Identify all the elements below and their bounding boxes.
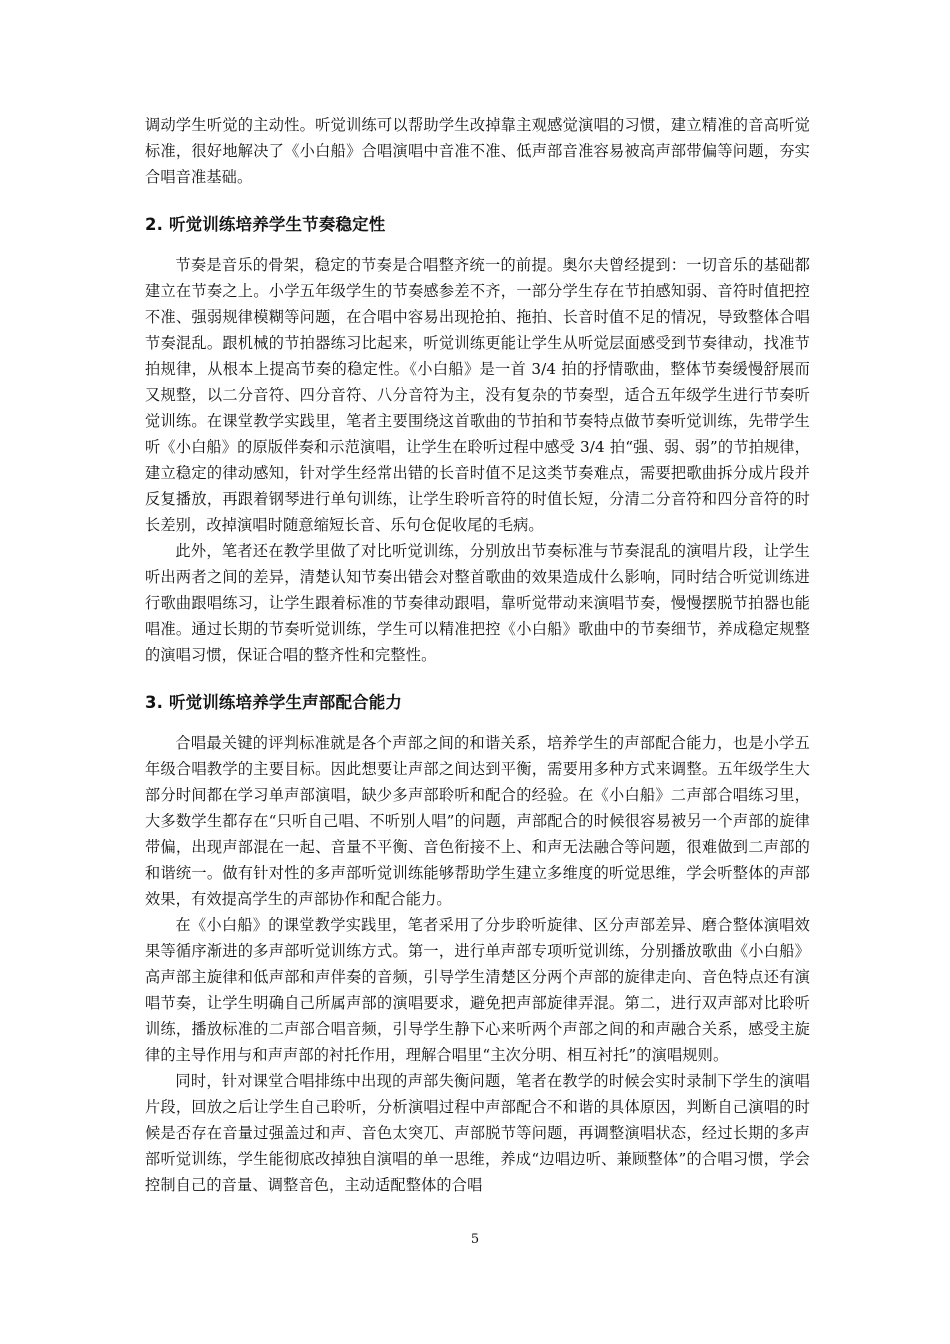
section-3-heading: 3. 听觉训练培养学生声部配合能力 bbox=[145, 693, 403, 712]
section-3-paragraph-3: 同时，针对课堂合唱排练中出现的声部失衡问题，笔者在教学的时候会实时录制下学生的演唱片段，回放之后让学生自己聆听，分析演唱过程中声部配合不和谐的具体原因，判断自己演唱的时候是否存在音量过强盖过和声、音色太突兀、声部脱节等问题，再调整演唱状态，经过长期的多声部听觉训练，学生能彻底改掉独自演唱的单一思维，养成“边唱边听、兼顾整体”的合唱习惯，学会控制自己的音量、调整音色，主动适配整体的合唱 bbox=[145, 1072, 810, 1194]
section-2-paragraph-2: 此外，笔者还在教学里做了对比听觉训练，分别放出节奏标准与节奏混乱的演唱片段，让学生听出两者之间的差异，清楚认知节奏出错会对整首歌曲的效果造成什么影响，同时结合听觉训练进行歌曲跟唱练习，让学生跟着标准的节奏律动跟唱，靠听觉带动来演唱节奏，慢慢摆脱节拍器也能唱准。通过长期的节奏听觉训练，学生可以精准把控《小白船》歌曲中的节奏细节，养成稳定规整的演唱习惯，保证合唱的整齐性和完整性。 bbox=[145, 542, 810, 664]
section-3-paragraph-2: 在《小白船》的课堂教学实践里，笔者采用了分步聆听旋律、区分声部差异、磨合整体演唱效果等循序渐进的多声部听觉训练方式。第一，进行单声部专项听觉训练，分别播放歌曲《小白船》高声部主旋律和低声部和声伴奏的音频，引导学生清楚区分两个声部的旋律走向、音色特点还有演唱节奏，让学生明确自己所属声部的演唱要求，避免把声部旋律弄混。第二，进行双声部对比聆听训练，播放标准的二声部合唱音频，引导学生静下心来听两个声部之间的和声融合关系，感受主旋律的主导作用与和声声部的衬托作用，理解合唱里“主次分明、相互衬托”的演唱规则。 bbox=[145, 916, 810, 1064]
page-number: 5 bbox=[470, 1232, 480, 1247]
section-2-paragraph-1: 节奏是音乐的骨架，稳定的节奏是合唱整齐统一的前提。奥尔夫曾经提到：一切音乐的基础都建立在节奏之上。小学五年级学生的节奏感参差不齐，一部分学生存在节拍感知弱、音符时值把控不准、强弱规律模糊等问题，在合唱中容易出现抢拍、拖拍、长音时值不足的情况，导致整体合唱节奏混乱。跟机械的节拍器练习比起来，听觉训练更能让学生从听觉层面感受到节奏律动，找准节拍规律，从根本上提高节奏的稳定性。《小白船》是一首 3/4 拍的抒情歌曲，整体节奏缓慢舒展而又规整，以二分音符、四分音符、八分音符为主，没有复杂的节奏型，适合五年级学生进行节奏听觉训练。在课堂教学实践里，笔者主要围绕这首歌曲的节拍和节奏特点做节奏听觉训练，先带学生听《小白船》的原版伴奏和示范演唱，让学生在聆听过程中感受 3/4 拍“强、弱、弱”的节拍规律，建立稳定的律动感知，针对学生经常出错的长音时值不足这类节奏难点，需要把歌曲拆分成片段并反复播放，再跟着钢琴进行单句训练，让学生聆听音符的时值长短，分清二分音符和四分音符的时长差别，改掉演唱时随意缩短长音、乐句仓促收尾的毛病。 bbox=[145, 256, 810, 534]
section-2-heading: 2. 听觉训练培养学生节奏稳定性 bbox=[145, 215, 386, 234]
document-page bbox=[145, 112, 810, 1198]
section-3-paragraph-1: 合唱最关键的评判标准就是各个声部之间的和谐关系，培养学生的声部配合能力，也是小学五年级合唱教学的主要目标。因此想要让声部之间达到平衡，需要用多种方式来调整。五年级学生大部分时间都在学习单声部演唱，缺少多声部聆听和配合的经验。在《小白船》二声部合唱练习里，大多数学生都存在“只听自己唱、不听别人唱”的问题，声部配合的时候很容易被另一个声部的旋律带偏，出现声部混在一起、音量不平衡、音色衔接不上、和声无法融合等问题，很难做到二声部的和谐统一。做有针对性的多声部听觉训练能够帮助学生建立多维度的听觉思维，学会听整体的声部效果，有效提高学生的声部协作和配合能力。 bbox=[145, 734, 810, 908]
intro-paragraph: 调动学生听觉的主动性。听觉训练可以帮助学生改掉靠主观感觉演唱的习惯，建立精准的音高听觉标准，很好地解决了《小白船》合唱演唱中音准不准、低声部音准容易被高声部带偏等问题，夯实合唱音准基础。 bbox=[145, 116, 810, 186]
